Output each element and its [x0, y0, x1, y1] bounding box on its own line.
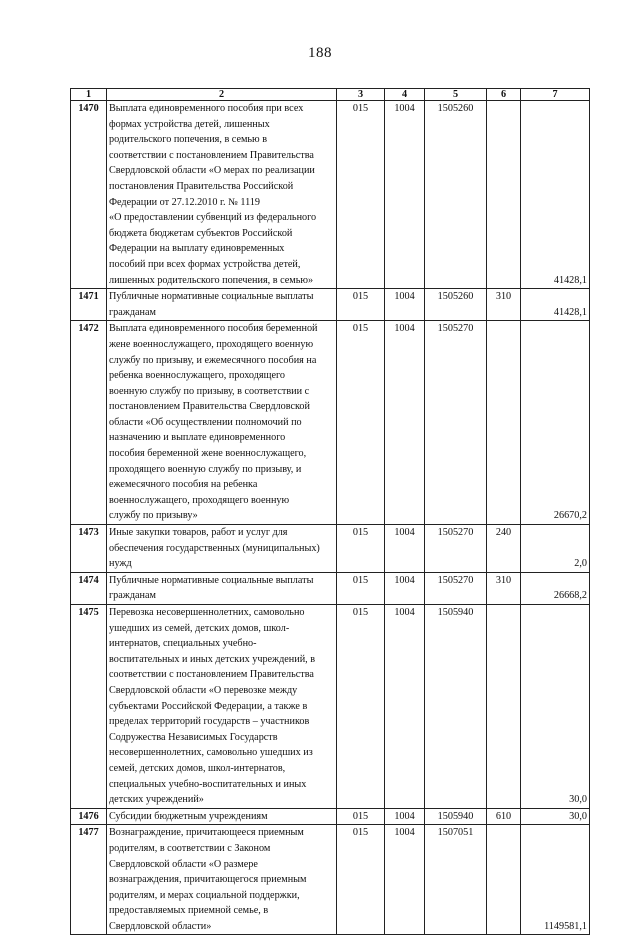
ministry-code-cell	[337, 572, 385, 604]
amount-cell	[521, 572, 590, 604]
amount-cell	[521, 101, 590, 289]
table-header-row	[71, 89, 590, 101]
ministry-code-cell-text: 015	[352, 291, 369, 303]
amount-cell-text: 30,0	[569, 810, 587, 822]
row-number-cell	[71, 525, 107, 573]
amount-cell	[521, 289, 590, 321]
column-header: 6	[487, 89, 521, 101]
expense-type-cell-text: 310	[495, 291, 512, 303]
section-code-cell-text: 1004	[394, 574, 415, 586]
row-name-cell	[107, 101, 337, 289]
target-code-cell-text: 1505260	[437, 291, 474, 303]
section-code-cell	[385, 321, 425, 525]
section-code-cell-text: 1004	[394, 607, 415, 618]
row-number-cell	[71, 605, 107, 809]
section-code-cell	[385, 605, 425, 809]
row-name-cell	[107, 289, 337, 321]
ministry-code-cell-text: 015	[352, 323, 369, 335]
row-name-cell	[107, 825, 337, 935]
row-name-cell-text: Публичные нормативные социальные выплаты гражданам	[109, 574, 314, 602]
row-number-cell-text: 1476	[78, 810, 99, 822]
expense-type-cell-text: 610	[495, 810, 512, 822]
column-header: 4	[385, 89, 425, 101]
ministry-code-cell	[337, 525, 385, 573]
expense-type-cell-text: 240	[495, 527, 512, 539]
row-name-cell	[107, 808, 337, 825]
amount-cell-text: 1149581,1	[544, 920, 587, 932]
section-code-cell-text: 1004	[394, 291, 415, 303]
expense-type-cell	[487, 605, 521, 809]
table-row	[71, 525, 590, 573]
row-number-cell-text: 1475	[78, 607, 99, 618]
row-number-cell	[71, 572, 107, 604]
row-name-cell-text: Выплата единовременного пособия при всех формах устройства детей, лишенных родительского попечения, в семью в соответствии с постановлением Правительства Свердловской области «О мерах по реализации постановления Правительства Российской Федерации от 27.12.2010 г. № 1119 «О предоставлении субвенций из федерального бюджета бюджетам субъектов Российской Федерации на выплату единовременных пособий при всех формах устройства детей, лишенных родительского попечения, в семью»	[109, 103, 317, 286]
section-code-cell	[385, 289, 425, 321]
target-code-cell-text: 1505270	[437, 323, 474, 335]
section-code-cell	[385, 825, 425, 935]
expense-type-cell	[487, 525, 521, 573]
ministry-code-cell	[337, 605, 385, 809]
row-number-cell-text: 1470	[78, 103, 99, 114]
target-code-cell	[425, 825, 487, 935]
page-number: 188	[308, 45, 332, 61]
ministry-code-cell-text: 015	[352, 103, 369, 114]
ministry-code-cell-text: 015	[352, 607, 369, 618]
amount-cell	[521, 321, 590, 525]
target-code-cell-text: 1505940	[437, 607, 474, 618]
ministry-code-cell-text: 015	[352, 827, 369, 839]
target-code-cell	[425, 525, 487, 573]
row-number-cell-text: 1473	[78, 527, 99, 539]
ministry-code-cell-text: 015	[352, 810, 369, 822]
expense-type-cell	[487, 289, 521, 321]
amount-cell-text: 41428,1	[553, 306, 587, 318]
row-number-cell-text: 1471	[78, 291, 99, 303]
row-name-cell-text: Перевозка несовершеннолетних, самовольно ушедших из семей, детских домов, школ- интернатов, специальных учебно- воспитательных и иных детских учреждений, в соответствии с постановлением Правительства Свердловской области «О перевозке между субъектами Российской Федерации, а также в пределах территорий государств – участников Содружества Независимых Государств несовершеннолетних, самовольно ушедших из семей, детских домов, школ-интернатов, специальных учебно-воспитательных и иных детских учреждений»	[109, 607, 316, 806]
target-code-cell-text: 1507051	[437, 827, 474, 839]
table-row	[71, 825, 590, 935]
column-header: 3	[337, 89, 385, 101]
row-number-cell-text: 1472	[78, 323, 99, 335]
amount-cell	[521, 525, 590, 573]
expense-type-cell	[487, 825, 521, 935]
target-code-cell	[425, 808, 487, 825]
amount-cell	[521, 808, 590, 825]
target-code-cell	[425, 321, 487, 525]
section-code-cell-text: 1004	[394, 103, 415, 114]
row-name-cell-text: Выплата единовременного пособия беременной жене военнослужащего, проходящего военную службу по призыву, и ежемесячного пособия на ребенка военнослужащего, проходящего военную службу по призыву, в соответствии с постановлением Правительства Свердловской области «Об осуществлении полномочий по назначению и выплате единовременного пособия беременной жене военнослужащего, проходящего военную службу по призыву, и ежемесячного пособия на ребенка военнослужащего, проходящего военную службу по призыву»	[109, 323, 318, 522]
target-code-cell-text: 1505270	[437, 527, 474, 539]
ministry-code-cell	[337, 825, 385, 935]
section-code-cell-text: 1004	[394, 323, 415, 335]
expense-type-cell-text: 310	[495, 574, 512, 586]
section-code-cell-text: 1004	[394, 827, 415, 839]
table-row	[71, 321, 590, 525]
target-code-cell	[425, 101, 487, 289]
target-code-cell	[425, 572, 487, 604]
target-code-cell	[425, 289, 487, 321]
table-row	[71, 101, 590, 289]
table-row	[71, 605, 590, 809]
target-code-cell-text: 1505260	[437, 103, 474, 114]
target-code-cell	[425, 605, 487, 809]
ministry-code-cell	[337, 289, 385, 321]
column-header: 5	[425, 89, 487, 101]
amount-cell-text: 2,0	[574, 558, 587, 570]
section-code-cell	[385, 572, 425, 604]
table-body	[71, 101, 590, 935]
section-code-cell	[385, 808, 425, 825]
row-number-cell-text: 1474	[78, 574, 99, 586]
row-name-cell	[107, 605, 337, 809]
expense-type-cell	[487, 101, 521, 289]
row-name-cell-text: Вознаграждение, причитающееся приемным родителям, в соответствии с Законом Свердловской области «О размере вознаграждения, причитающегося приемным родителям, и мерах социальной поддержки, предоставляемых приемной семье, в Свердловской области»	[109, 827, 307, 932]
target-code-cell-text: 1505270	[437, 574, 474, 586]
ministry-code-cell	[337, 808, 385, 825]
row-name-cell-text: Иные закупки товаров, работ и услуг для обеспечения государственных (муниципальных) нужд	[109, 527, 320, 570]
row-number-cell	[71, 825, 107, 935]
row-name-cell-text: Субсидии бюджетным учреждениям	[109, 810, 268, 822]
expense-type-cell	[487, 572, 521, 604]
amount-cell-text: 26668,2	[553, 590, 587, 602]
ministry-code-cell	[337, 101, 385, 289]
row-number-cell	[71, 289, 107, 321]
amount-cell-text: 30,0	[569, 794, 587, 806]
expense-type-cell	[487, 321, 521, 525]
row-number-cell	[71, 808, 107, 825]
amount-cell	[521, 605, 590, 809]
section-code-cell	[385, 101, 425, 289]
ministry-code-cell	[337, 321, 385, 525]
table-row	[71, 289, 590, 321]
section-code-cell-text: 1004	[394, 810, 415, 822]
column-header: 2	[107, 89, 337, 101]
section-code-cell	[385, 525, 425, 573]
row-number-cell	[71, 321, 107, 525]
amount-cell-text: 26670,2	[553, 510, 587, 522]
column-header: 1	[71, 89, 107, 101]
column-header: 7	[521, 89, 590, 101]
row-number-cell-text: 1477	[78, 827, 99, 839]
table-row	[71, 808, 590, 825]
row-name-cell	[107, 321, 337, 525]
row-name-cell	[107, 525, 337, 573]
amount-cell-text: 41428,1	[553, 274, 587, 286]
target-code-cell-text: 1505940	[437, 810, 474, 822]
table-row	[71, 572, 590, 604]
expense-type-cell	[487, 808, 521, 825]
row-name-cell-text: Публичные нормативные социальные выплаты гражданам	[109, 291, 314, 318]
budget-table	[70, 88, 590, 935]
ministry-code-cell-text: 015	[352, 574, 369, 586]
ministry-code-cell-text: 015	[352, 527, 369, 539]
amount-cell	[521, 825, 590, 935]
section-code-cell-text: 1004	[394, 527, 415, 539]
row-number-cell	[71, 101, 107, 289]
row-name-cell	[107, 572, 337, 604]
